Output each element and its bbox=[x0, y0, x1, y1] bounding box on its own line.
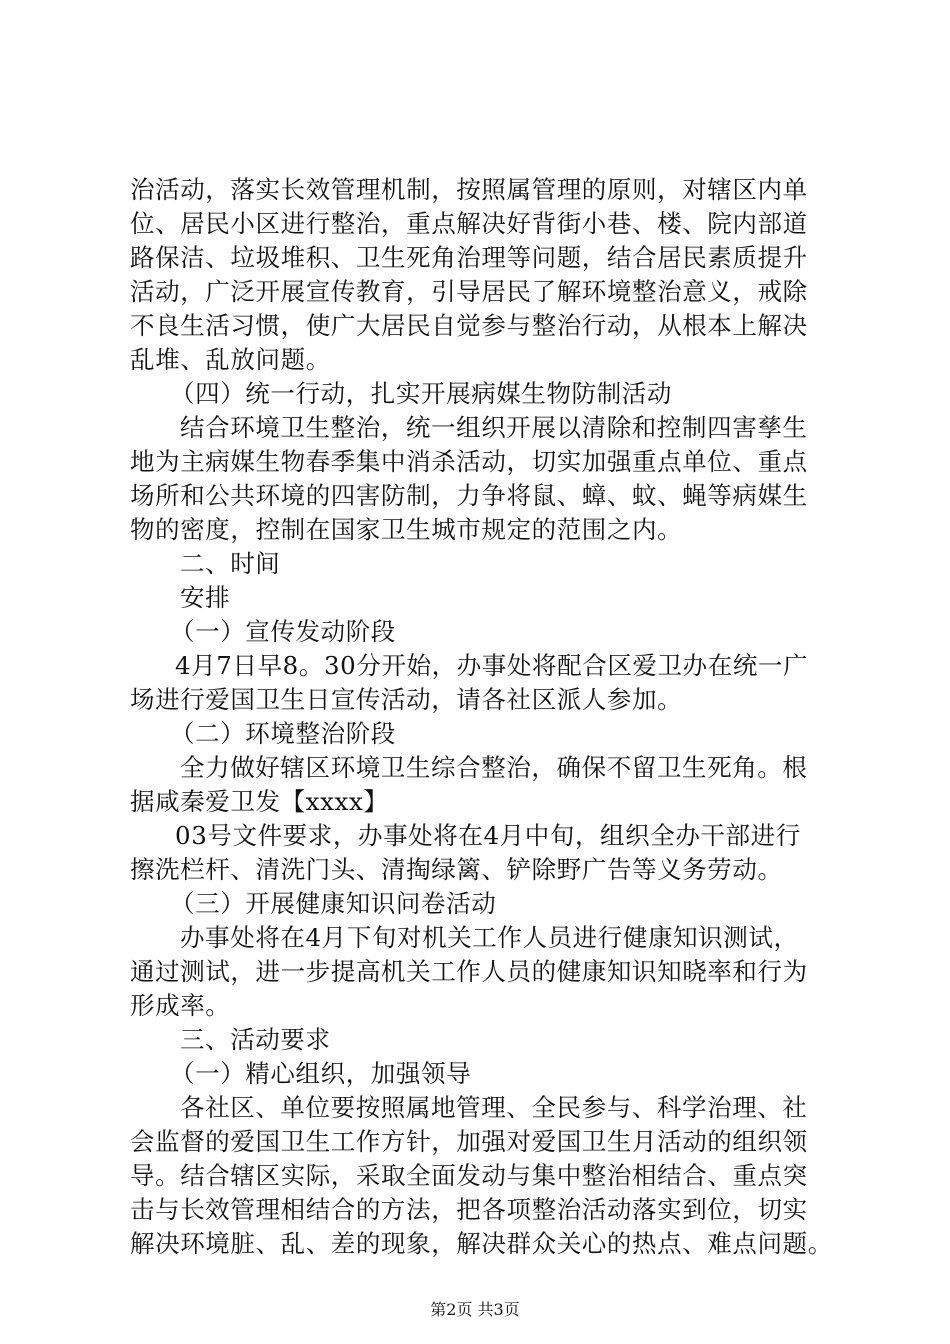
body-text-line: 会监督的爱国卫生工作方针，加强对爱国卫生月活动的组织领 bbox=[130, 1127, 808, 1156]
section-heading: （三）开展健康知识问卷活动 bbox=[170, 889, 497, 918]
section-heading: （四）统一行动，扎实开展病媒生物防制活动 bbox=[170, 379, 672, 408]
body-text-line: 据咸秦爱卫发【xxxx】 bbox=[130, 787, 389, 816]
body-text-line: 导。结合辖区实际，采取全面发动与集中整治相结合、重点突 bbox=[130, 1161, 808, 1190]
body-text-line: 场进行爱国卫生日宣传活动，请各社区派人参加。 bbox=[130, 685, 683, 714]
section-heading: （一）精心组织，加强领导 bbox=[170, 1059, 472, 1088]
body-text-line: 结合环境卫生整治，统一组织开展以清除和控制四害孳生 bbox=[180, 413, 808, 442]
body-text-line: 不良生活习惯，使广大居民自觉参与整治行动，从根本上解决 bbox=[130, 311, 808, 340]
body-text-line: 各社区、单位要按照属地管理、全民参与、科学治理、社 bbox=[180, 1093, 808, 1122]
body-text-line: 全力做好辖区环境卫生综合整治，确保不留卫生死角。根 bbox=[180, 753, 808, 782]
body-text-line: 活动，广泛开展宣传教育，引导居民了解环境整治意义，戒除 bbox=[130, 277, 808, 306]
body-text-line: 形成率。 bbox=[130, 991, 231, 1020]
section-heading: （二）环境整治阶段 bbox=[170, 719, 396, 748]
body-text-line: 4月7日早8。30分开始，办事处将配合区爱卫办在统一广 bbox=[175, 651, 809, 680]
body-text-line: 位、居民小区进行整治，重点解决好背街小巷、楼、院内部道 bbox=[130, 209, 808, 238]
body-text-line: 路保洁、垃圾堆积、卫生死角治理等问题，结合居民素质提升 bbox=[130, 243, 808, 272]
body-text-line: 场所和公共环境的四害防制，力争将鼠、蟑、蚊、蝇等病媒生 bbox=[130, 481, 808, 510]
body-text-line: 通过测试，进一步提高机关工作人员的健康知识知晓率和行为 bbox=[130, 957, 808, 986]
body-text-line: 03号文件要求，办事处将在4月中旬，组织全办干部进行 bbox=[175, 821, 801, 850]
body-text-line: 擦洗栏杆、清洗门头、清掏绿篱、铲除野广告等义务劳动。 bbox=[130, 855, 783, 884]
body-text-line: 办事处将在4月下旬对机关工作人员进行健康知识测试， bbox=[180, 923, 799, 952]
body-text-line: 治活动，落实长效管理机制，按照属管理的原则，对辖区内单 bbox=[130, 175, 808, 204]
section-heading: 三、活动要求 bbox=[180, 1025, 331, 1054]
body-text-line: 地为主病媒生物春季集中消杀活动，切实加强重点单位、重点 bbox=[130, 447, 808, 476]
body-text-line: 击与长效管理相结合的方法，把各项整治活动落实到位，切实 bbox=[130, 1195, 808, 1224]
page-footer: 第2页 共3页 bbox=[430, 1300, 520, 1319]
section-heading: 安排 bbox=[180, 583, 231, 612]
body-text-line: 解决环境脏、乱、差的现象，解决群众关心的热点、难点问题。 bbox=[130, 1229, 833, 1258]
section-heading: （一）宣传发动阶段 bbox=[170, 617, 396, 646]
body-text-line: 乱堆、乱放问题。 bbox=[130, 345, 331, 374]
body-text-line: 物的密度，控制在国家卫生城市规定的范围之内。 bbox=[130, 515, 683, 544]
section-heading: 二、时间 bbox=[180, 549, 281, 578]
